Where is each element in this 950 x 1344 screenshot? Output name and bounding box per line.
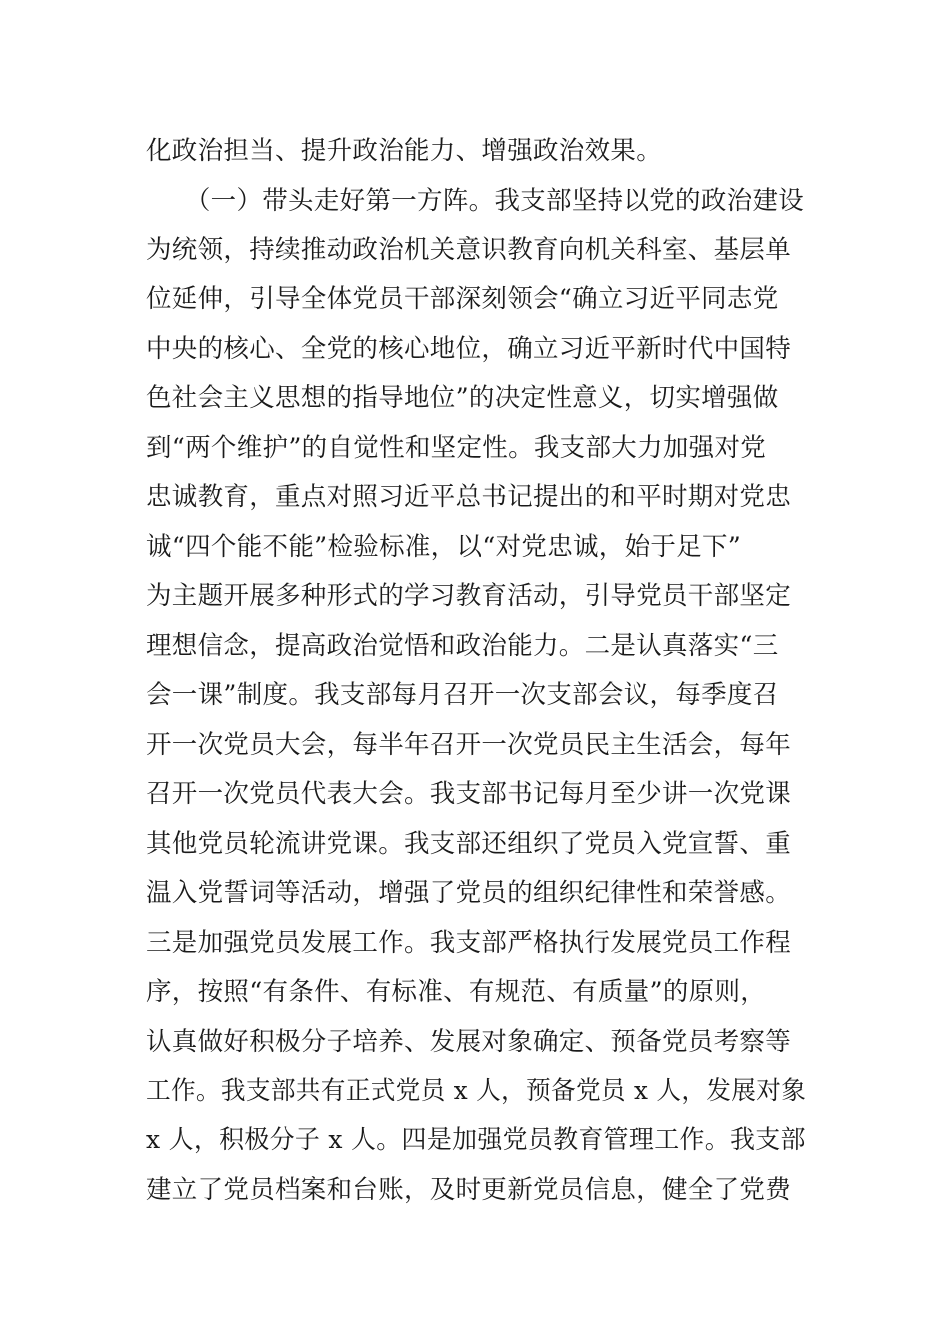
text-line: 工作。我支部共有正式党员 x 人，预备党员 x 人，发展对象 — [146, 1076, 807, 1106]
text-line: 为主题开展多种形式的学习教育活动，引导党员干部坚定 — [146, 581, 792, 611]
text-line: 开一次党员大会，每半年召开一次党员民主生活会，每年 — [146, 730, 792, 760]
text-line: 诚“四个能不能”检验标准，以“对党忠诚，始于足下” — [146, 532, 742, 562]
text-line: x 人，积极分子 x 人。四是加强党员教育管理工作。我支部 — [146, 1125, 806, 1155]
text-line: 化政治担当、提升政治能力、增强政治效果。 — [146, 136, 663, 166]
text-line: 会一课”制度。我支部每月召开一次支部会议，每季度召 — [146, 680, 779, 710]
text-line: 忠诚教育，重点对照习近平总书记提出的和平时期对党忠 — [146, 482, 792, 512]
text-line: 理想信念，提高政治觉悟和政治能力。二是认真落实“三 — [146, 631, 779, 661]
text-line: 认真做好积极分子培养、发展对象确定、预备党员考察等 — [146, 1027, 792, 1057]
text-line: 为统领，持续推动政治机关意识教育向机关科室、基层单 — [146, 235, 792, 265]
text-line: 序，按照“有条件、有标准、有规范、有质量”的原则， — [146, 977, 767, 1007]
text-line: 召开一次党员代表大会。我支部书记每月至少讲一次党课 — [146, 779, 792, 809]
text-line: 温入党誓词等活动，增强了党员的组织纪律性和荣誉感。 — [146, 878, 792, 908]
text-line: 建立了党员档案和台账，及时更新党员信息，健全了党费 — [146, 1175, 792, 1205]
text-line: 三是加强党员发展工作。我支部严格执行发展党员工作程 — [146, 928, 792, 958]
text-line: 色社会主义思想的指导地位”的决定性意义，切实增强做 — [146, 383, 779, 413]
text-line: 位延伸，引导全体党员干部深刻领会“确立习近平同志党 — [146, 284, 779, 314]
text-line: （一）带头走好第一方阵。我支部坚持以党的政治建设 — [146, 186, 805, 216]
text-line: 其他党员轮流讲党课。我支部还组织了党员入党宣誓、重 — [146, 829, 792, 859]
text-line: 中央的核心、全党的核心地位，确立习近平新时代中国特 — [146, 334, 792, 364]
text-line: 到“两个维护”的自觉性和坚定性。我支部大力加强对党 — [146, 433, 767, 463]
